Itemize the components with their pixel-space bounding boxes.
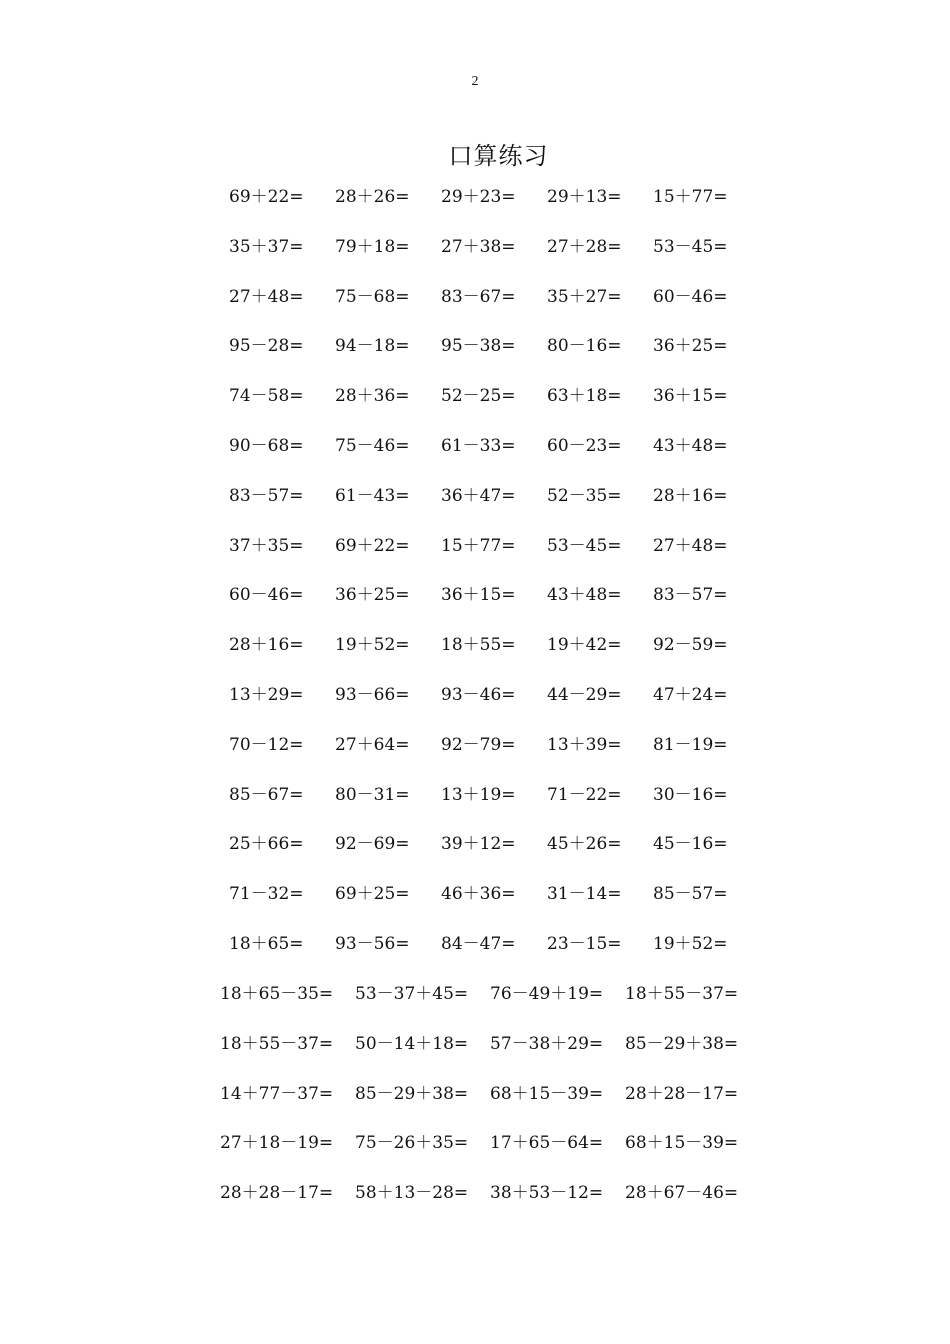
problem: 19＋42= [547,635,622,656]
problem: 29＋23= [441,187,516,207]
problem-row [229,329,769,379]
problem: 19＋52= [335,635,410,656]
problem: 27＋48= [653,535,728,556]
problem: 85－57= [653,884,728,905]
problem: 84－47= [441,933,516,954]
problem: 44－29= [547,684,622,705]
problem: 45－16= [653,834,728,855]
problem: 18＋55－37= [625,984,739,1004]
problem: 83－57= [653,585,728,606]
page-title: 口算练习 [448,142,549,170]
problem-row [229,728,769,778]
problem: 31－14= [547,884,622,905]
problem: 36＋15= [653,386,728,407]
problem: 75－46= [335,435,410,456]
problem-row [220,1027,780,1077]
problem: 53－37＋45= [355,984,469,1004]
problem: 15＋77= [653,187,728,207]
problem: 43＋48= [547,585,622,606]
problem: 92－79= [441,734,516,755]
problem-row [229,230,769,280]
problem-row [229,479,769,529]
problem: 69＋22= [229,187,304,207]
problem-row [229,379,769,429]
problem: 28＋28－17= [625,1083,739,1104]
problem: 61－43= [335,485,410,506]
problem-row [229,678,769,728]
problem: 36＋47= [441,485,516,506]
problem: 50－14＋18= [355,1033,469,1054]
problem: 71－22= [547,784,622,805]
problem: 95－38= [441,336,516,357]
problem: 93－46= [441,684,516,705]
problem: 85－67= [229,784,304,805]
problem: 27＋38= [441,236,516,257]
problem: 18＋55－37= [220,1033,334,1054]
problem-row [229,877,769,927]
problem-row [220,1176,780,1226]
problem: 13＋19= [441,784,516,805]
problem: 81－19= [653,734,728,755]
problem: 69＋25= [335,884,410,905]
problem: 36＋15= [441,585,516,606]
problem: 35＋37= [229,236,304,257]
problem: 28＋67－46= [625,1183,739,1204]
problem: 74－58= [229,386,304,407]
problem: 25＋66= [229,834,304,855]
problem: 52－35= [547,485,622,506]
problem: 23－15= [547,933,622,954]
problem: 94－18= [335,336,410,357]
problem: 47＋24= [653,684,728,705]
problem: 39＋12= [441,834,516,855]
problem: 27＋48= [229,286,304,307]
problem: 93－66= [335,684,410,705]
problem-row [229,180,769,230]
problem: 57－38＋29= [490,1033,604,1054]
problem: 61－33= [441,435,516,456]
problem: 18＋65= [229,933,304,954]
problem: 79＋18= [335,236,410,257]
problem: 60－46= [229,585,304,606]
problem: 28＋36= [335,386,410,407]
problem: 60－46= [653,286,728,307]
problem: 85－29＋38= [625,1033,739,1054]
two-operand-problems [229,180,769,977]
problem: 70－12= [229,734,304,755]
problem: 36＋25= [653,336,728,357]
problem-row [229,778,769,828]
problem-row [229,927,769,977]
problem-row [229,827,769,877]
problem-row [229,628,769,678]
problem: 45＋26= [547,834,622,855]
problem: 95－28= [229,336,304,357]
problem: 80－31= [335,784,410,805]
problem: 85－29＋38= [355,1083,469,1104]
problem: 63＋18= [547,386,622,407]
problem: 80－16= [547,336,622,357]
problem: 90－68= [229,435,304,456]
problem: 68＋15－39= [490,1083,604,1104]
problem: 28＋26= [335,187,410,207]
problem-row [220,1126,780,1176]
problem: 30－16= [653,784,728,805]
problem: 17＋65－64= [490,1133,604,1154]
problem: 83－67= [441,286,516,307]
problem: 36＋25= [335,585,410,606]
three-operand-problems [220,977,780,1226]
problem: 18＋65－35= [220,984,334,1004]
problem: 29＋13= [547,187,622,207]
problem: 19＋52= [653,933,728,954]
problem-row [220,1077,780,1127]
problem: 18＋55= [441,635,516,656]
problem: 15＋77= [441,535,516,556]
problem-row [229,429,769,479]
problem: 92－69= [335,834,410,855]
problem-row [229,578,769,628]
problem: 68＋15－39= [625,1133,739,1154]
problem-row [229,529,769,579]
problem: 14＋77－37= [220,1083,334,1104]
problem: 75－68= [335,286,410,307]
problem: 13＋29= [229,684,304,705]
problem: 92－59= [653,635,728,656]
problem: 35＋27= [547,286,622,307]
problem: 83－57= [229,485,304,506]
problem: 27＋28= [547,236,622,257]
problem-row [220,977,780,1027]
problem: 28＋28－17= [220,1183,334,1204]
problem: 27＋18－19= [220,1133,334,1154]
problem: 93－56= [335,933,410,954]
problem: 71－32= [229,884,304,905]
problem: 75－26＋35= [355,1133,469,1154]
problem: 46＋36= [441,884,516,905]
problem: 52－25= [441,386,516,407]
problem: 28＋16= [653,485,728,506]
problem: 60－23= [547,435,622,456]
problem: 76－49＋19= [490,984,604,1004]
problem: 43＋48= [653,435,728,456]
problem: 69＋22= [335,535,410,556]
page-number: 2 [471,74,479,89]
problem-row [229,280,769,330]
problem: 13＋39= [547,734,622,755]
problem: 53－45= [653,236,728,257]
problem: 38＋53－12= [490,1183,604,1204]
problem: 28＋16= [229,635,304,656]
problem: 27＋64= [335,734,410,755]
problem: 37＋35= [229,535,304,556]
problem: 53－45= [547,535,622,556]
problem: 58＋13－28= [355,1183,469,1204]
